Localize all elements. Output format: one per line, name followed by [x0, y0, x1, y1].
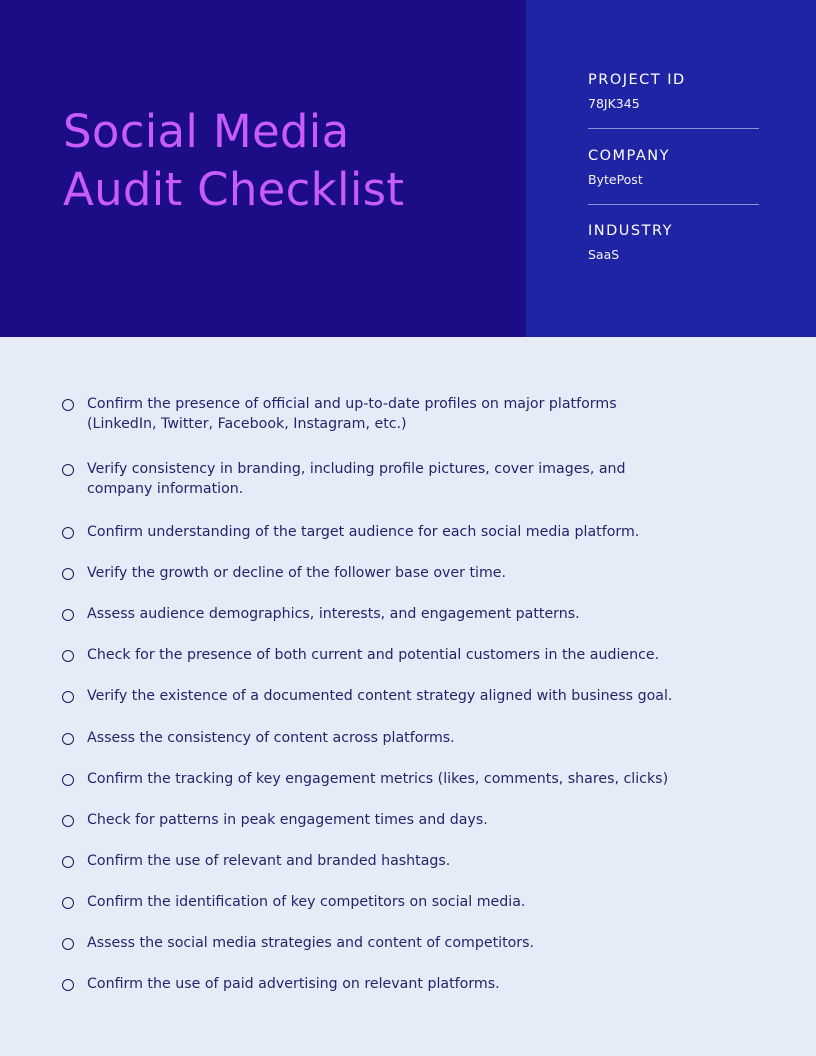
checkbox-circle-icon[interactable] — [62, 609, 74, 621]
checkbox-circle-icon[interactable] — [62, 399, 74, 411]
title-panel — [0, 0, 526, 337]
checkbox-circle-icon[interactable] — [62, 774, 74, 786]
checklist-item-text: Check for the presence of both current and potential customers in the audience. — [87, 647, 660, 663]
meta-value: 78JK345 — [588, 96, 640, 111]
page-title — [63, 103, 404, 219]
checkbox-circle-icon[interactable] — [62, 733, 74, 745]
title-line-2: Audit Checklist — [63, 163, 405, 216]
checklist-item-text: Confirm understanding of the target audience for each social media platform. — [87, 524, 640, 540]
meta-industry — [588, 221, 759, 297]
meta-value: BytePost — [588, 171, 643, 187]
title-line-1: Social Media — [63, 105, 350, 158]
checklist-item-text: Assess audience demographics, interests, and engagement patterns. — [87, 606, 580, 622]
checklist-item-text: Confirm the use of paid advertising on relevant platforms. — [87, 976, 500, 992]
divider — [588, 204, 759, 205]
checklist-item-text: Confirm the tracking of key engagement metrics (likes, comments, shares, clicks) — [87, 771, 669, 787]
checklist-item-text: Assess the consistency of content across platforms. — [87, 730, 455, 746]
checklist-item-text: Confirm the presence of official and up-to-date profiles on major platforms (LinkedIn, Twitter, Facebook, Instagram, etc.) — [87, 396, 617, 432]
meta-project-id — [588, 70, 759, 146]
meta-value: SaaS — [588, 247, 620, 262]
checkbox-circle-icon[interactable] — [62, 856, 74, 868]
checklist-item-text: Confirm the identification of key competitors on social media. — [87, 894, 526, 910]
checkbox-circle-icon[interactable] — [62, 897, 74, 909]
meta-label: COMPANY — [588, 147, 670, 164]
checkbox-circle-icon[interactable] — [62, 691, 74, 703]
checklist-item-text: Check for patterns in peak engagement times and days. — [87, 812, 488, 828]
meta-list — [588, 70, 759, 297]
checkbox-circle-icon[interactable] — [62, 650, 74, 662]
checkbox-circle-icon[interactable] — [62, 938, 74, 950]
divider — [588, 128, 759, 129]
meta-company — [588, 146, 759, 222]
checkbox-circle-icon[interactable] — [62, 979, 74, 991]
checkbox-circle-icon[interactable] — [62, 464, 74, 476]
checklist-item-text: Verify the growth or decline of the follower base over time. — [87, 565, 507, 581]
checklist-item-text: Verify consistency in branding, including profile pictures, cover images, and company information. — [87, 461, 626, 497]
checklist-item-text: Confirm the use of relevant and branded hashtags. — [87, 853, 451, 869]
checklist-item-text: Verify the existence of a documented content strategy aligned with business goal. — [87, 688, 673, 704]
meta-label: INDUSTRY — [588, 223, 673, 239]
checkbox-circle-icon[interactable] — [62, 568, 74, 580]
checkbox-circle-icon[interactable] — [62, 815, 74, 827]
checklist-item-text: Assess the social media strategies and content of competitors. — [87, 935, 535, 951]
meta-label: PROJECT ID — [588, 72, 686, 88]
header — [0, 0, 816, 337]
checkbox-circle-icon[interactable] — [62, 527, 74, 539]
